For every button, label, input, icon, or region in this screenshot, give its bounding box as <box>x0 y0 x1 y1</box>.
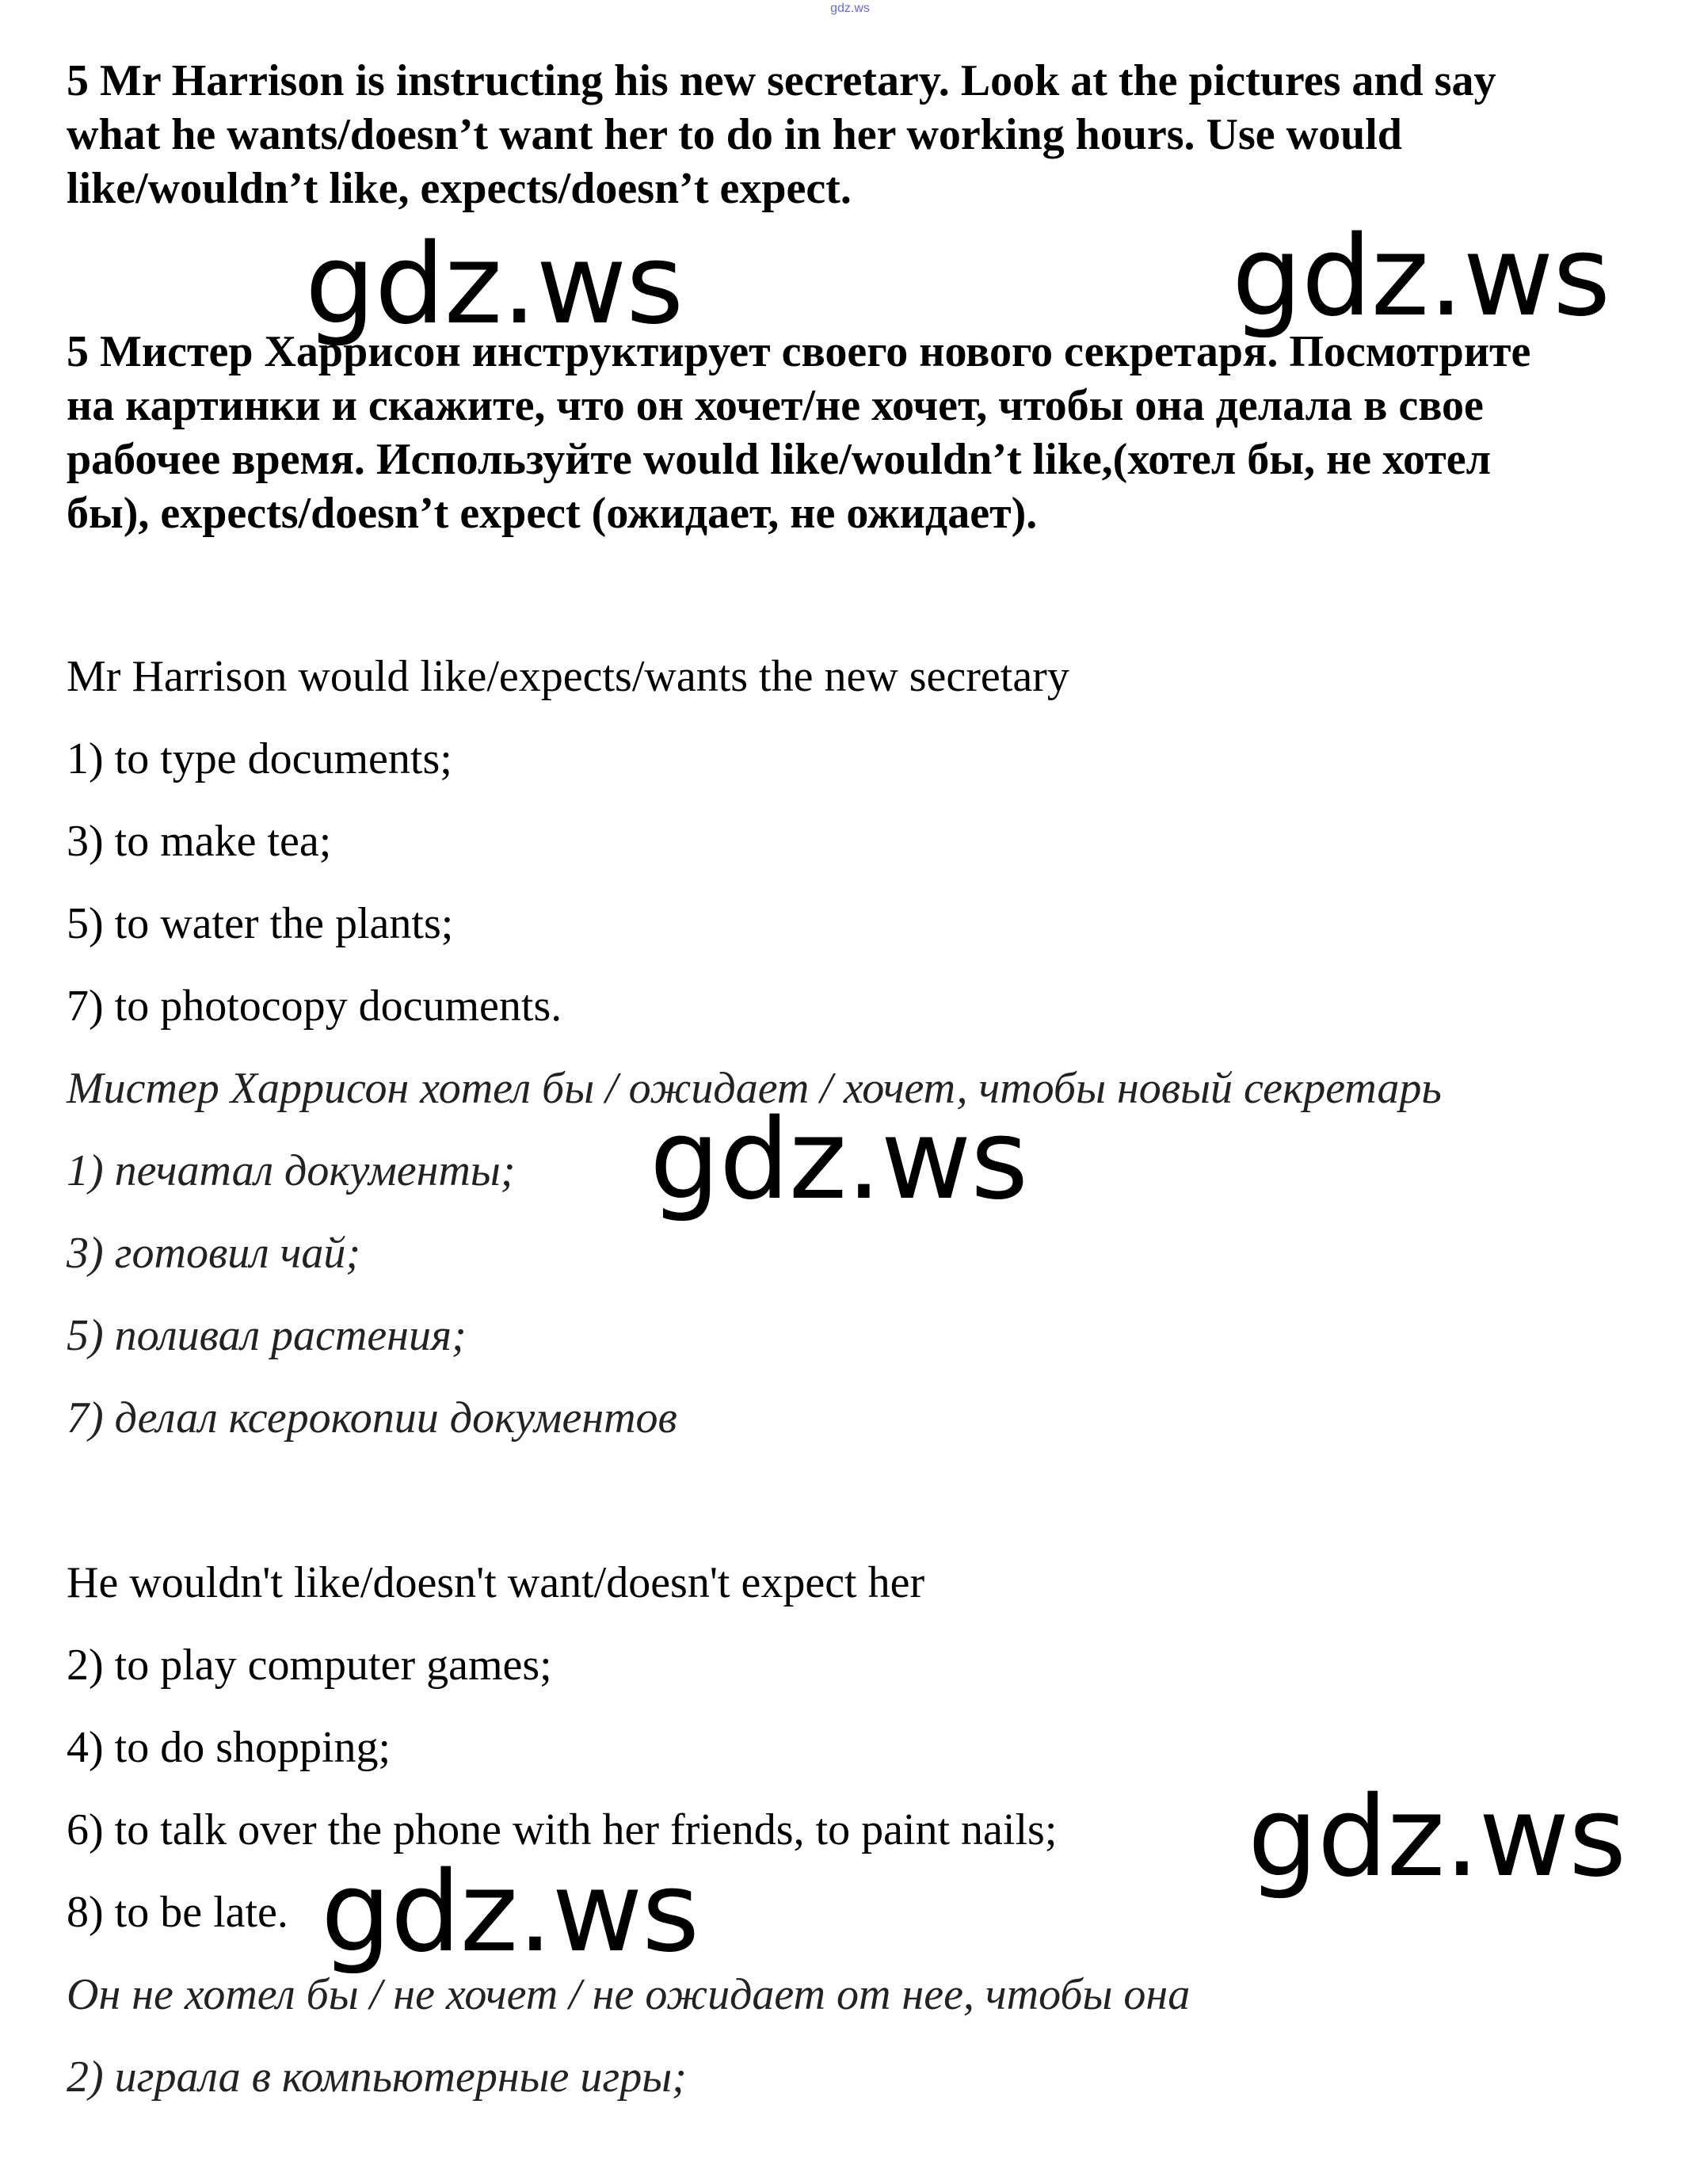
part1-ru-item: 7) делал ксерокопии документов <box>67 1393 677 1443</box>
part2-ru-item: 2) играла в компьютерные игры; <box>67 2053 687 2102</box>
task-ru-line-4: бы), expects/doesn’t expect (ожидает, не ожидает). <box>67 489 1038 538</box>
watermark-logo: gdz.ws <box>1232 212 1610 341</box>
part1-en-item: 1) to type documents; <box>67 734 452 783</box>
header-watermark: gdz.ws <box>830 2 870 15</box>
part1-ru-item: 1) печатал документы; <box>67 1146 516 1195</box>
watermark-logo: gdz.ws <box>321 1848 699 1977</box>
part2-en-item: 6) to talk over the phone with her friends, to paint nails; <box>67 1805 1058 1854</box>
part2-en-intro: He wouldn't like/doesn't want/doesn't expect her <box>67 1558 925 1607</box>
part1-en-item: 7) to photocopy documents. <box>67 981 562 1031</box>
watermark-logo: gdz.ws <box>650 1096 1028 1225</box>
task-en-line-1: 5 Mr Harrison is instructing his new secretary. Look at the pictures and say <box>67 56 1496 105</box>
part1-ru-item: 3) готовил чай; <box>67 1229 361 1278</box>
task-ru-line-1: 5 Мистер Харрисон инструктирует своего нового секретаря. Посмотрите <box>67 327 1531 376</box>
watermark-logo: gdz.ws <box>305 220 684 349</box>
part1-ru-intro: Мистер Харрисон хотел бы / ожидает / хочет, чтобы новый секретарь <box>67 1064 1442 1113</box>
part1-en-intro: Mr Harrison would like/expects/wants the new secretary <box>67 652 1069 701</box>
task-en-line-2: what he wants/doesn’t want her to do in her working hours. Use would <box>67 110 1402 159</box>
part2-en-item: 8) to be late. <box>67 1888 288 1937</box>
task-ru-line-2: на картинки и скажите, что он хочет/не хочет, чтобы она делала в свое <box>67 381 1484 430</box>
part1-ru-item: 5) поливал растения; <box>67 1311 467 1360</box>
part2-ru-intro: Он не хотел бы / не хочет / не ожидает от нее, чтобы она <box>67 1970 1191 2019</box>
task-ru-line-3: рабочее время. Используйте would like/wouldn’t like,(хотел бы, не хотел <box>67 435 1491 484</box>
part2-en-item: 2) to play computer games; <box>67 1641 552 1690</box>
part1-en-item: 5) to water the plants; <box>67 899 454 948</box>
part2-en-item: 4) to do shopping; <box>67 1723 391 1772</box>
watermark-logo: gdz.ws <box>1248 1773 1626 1902</box>
part1-en-item: 3) to make tea; <box>67 817 332 866</box>
task-en-line-3: like/wouldn’t like, expects/doesn’t expect. <box>67 164 852 213</box>
